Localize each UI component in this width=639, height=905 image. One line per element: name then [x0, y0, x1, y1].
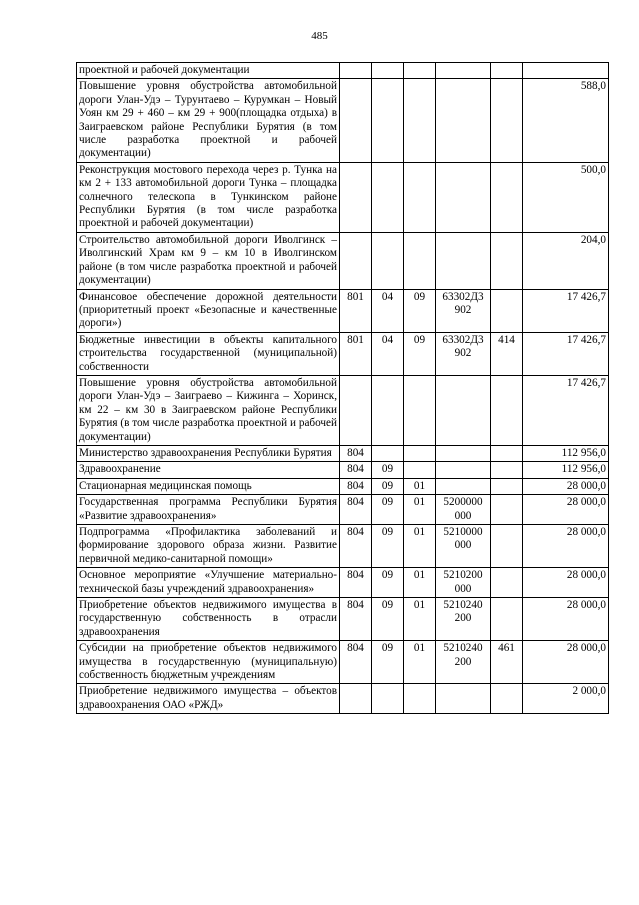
- subsection-code-cell: 09: [404, 289, 436, 332]
- section-code-cell: 09: [372, 641, 404, 684]
- table-row: [77, 232, 609, 289]
- target-article-cell: [436, 684, 491, 714]
- section-code-cell: [372, 445, 404, 461]
- target-article-cell: 5210240 200: [436, 641, 491, 684]
- row-name-cell: Строительство автомобильной дороги Иволгинск – Иволгинский Храм км 9 – км 10 в Иволгинском районе (в том числе разработка проектной и рабочей документации): [77, 232, 340, 289]
- section-code-cell: 09: [372, 598, 404, 641]
- section-code-cell: 09: [372, 495, 404, 525]
- admin-code-cell: 804: [340, 641, 372, 684]
- expense-type-cell: [491, 495, 523, 525]
- admin-code-cell: [340, 79, 372, 162]
- admin-code-cell: [340, 375, 372, 445]
- section-code-cell: 09: [372, 462, 404, 478]
- amount-cell: 17 426,7: [523, 332, 609, 375]
- amount-cell: 28 000,0: [523, 598, 609, 641]
- admin-code-cell: [340, 63, 372, 79]
- expense-type-cell: [491, 462, 523, 478]
- target-article-cell: [436, 162, 491, 232]
- subsection-code-cell: 01: [404, 568, 436, 598]
- expense-type-cell: [491, 478, 523, 494]
- section-code-cell: [372, 63, 404, 79]
- target-article-cell: 63302Д3 902: [436, 332, 491, 375]
- expense-type-cell: [491, 79, 523, 162]
- subsection-code-cell: [404, 162, 436, 232]
- table-row: [77, 462, 609, 478]
- table-row: [77, 289, 609, 332]
- amount-cell: 28 000,0: [523, 641, 609, 684]
- section-code-cell: 04: [372, 289, 404, 332]
- row-name-cell: Стационарная медицинская помощь: [77, 478, 340, 494]
- page-number: 485: [311, 30, 328, 42]
- admin-code-cell: [340, 162, 372, 232]
- amount-cell: 588,0: [523, 79, 609, 162]
- target-article-cell: [436, 232, 491, 289]
- table-row: [77, 375, 609, 445]
- table-row: [77, 495, 609, 525]
- admin-code-cell: 804: [340, 462, 372, 478]
- admin-code-cell: [340, 232, 372, 289]
- target-article-cell: [436, 63, 491, 79]
- section-code-cell: [372, 375, 404, 445]
- subsection-code-cell: [404, 375, 436, 445]
- table-row: [77, 525, 609, 568]
- subsection-code-cell: [404, 63, 436, 79]
- subsection-code-cell: 09: [404, 332, 436, 375]
- row-name-cell: Государственная программа Республики Бурятия «Развитие здравоохранения»: [77, 495, 340, 525]
- amount-cell: [523, 63, 609, 79]
- admin-code-cell: [340, 684, 372, 714]
- subsection-code-cell: 01: [404, 641, 436, 684]
- expense-type-cell: 414: [491, 332, 523, 375]
- expense-type-cell: [491, 162, 523, 232]
- amount-cell: 28 000,0: [523, 478, 609, 494]
- target-article-cell: 5210200 000: [436, 568, 491, 598]
- amount-cell: 112 956,0: [523, 445, 609, 461]
- table-row: [77, 79, 609, 162]
- amount-cell: 28 000,0: [523, 495, 609, 525]
- target-article-cell: 63302Д3 902: [436, 289, 491, 332]
- amount-cell: 112 956,0: [523, 462, 609, 478]
- section-code-cell: 09: [372, 525, 404, 568]
- target-article-cell: [436, 462, 491, 478]
- table-row: [77, 478, 609, 494]
- subsection-code-cell: [404, 232, 436, 289]
- amount-cell: 17 426,7: [523, 375, 609, 445]
- admin-code-cell: 804: [340, 495, 372, 525]
- row-name-cell: проектной и рабочей документации: [77, 63, 340, 79]
- expense-type-cell: [491, 375, 523, 445]
- section-code-cell: [372, 162, 404, 232]
- row-name-cell: Реконструкция мостового перехода через р. Тунка на км 2 + 133 автомобильной дороги Тунка – площадка солнечного телескопа в Тункинском районе Республики Бурятия (в том числе разработка проектной и рабочей документации): [77, 162, 340, 232]
- section-code-cell: 09: [372, 478, 404, 494]
- amount-cell: 28 000,0: [523, 568, 609, 598]
- admin-code-cell: 804: [340, 445, 372, 461]
- table-row: [77, 445, 609, 461]
- subsection-code-cell: [404, 684, 436, 714]
- expense-type-cell: [491, 525, 523, 568]
- target-article-cell: [436, 79, 491, 162]
- section-code-cell: 09: [372, 568, 404, 598]
- amount-cell: 500,0: [523, 162, 609, 232]
- admin-code-cell: 804: [340, 525, 372, 568]
- table-row: [77, 568, 609, 598]
- row-name-cell: Приобретение недвижимого имущества – объектов здравоохранения ОАО «РЖД»: [77, 684, 340, 714]
- target-article-cell: 5200000 000: [436, 495, 491, 525]
- expense-type-cell: [491, 289, 523, 332]
- subsection-code-cell: [404, 462, 436, 478]
- admin-code-cell: 804: [340, 598, 372, 641]
- amount-cell: 28 000,0: [523, 525, 609, 568]
- expense-type-cell: [491, 445, 523, 461]
- expense-type-cell: [491, 598, 523, 641]
- amount-cell: 2 000,0: [523, 684, 609, 714]
- expense-type-cell: [491, 568, 523, 598]
- subsection-code-cell: 01: [404, 525, 436, 568]
- subsection-code-cell: [404, 445, 436, 461]
- row-name-cell: Бюджетные инвестиции в объекты капитального строительства государственной (муниципальной) собственности: [77, 332, 340, 375]
- subsection-code-cell: 01: [404, 495, 436, 525]
- admin-code-cell: 801: [340, 332, 372, 375]
- row-name-cell: Подпрограмма «Профилактика заболеваний и формирование здорового образа жизни. Развитие первичной медико-санитарной помощи»: [77, 525, 340, 568]
- target-article-cell: 5210000 000: [436, 525, 491, 568]
- section-code-cell: [372, 232, 404, 289]
- table-row: [77, 162, 609, 232]
- target-article-cell: 5210240 200: [436, 598, 491, 641]
- expense-type-cell: [491, 63, 523, 79]
- row-name-cell: Приобретение объектов недвижимого имущества в государственную собственность в отрасли здравоохранения: [77, 598, 340, 641]
- section-code-cell: [372, 79, 404, 162]
- row-name-cell: Субсидии на приобретение объектов недвижимого имущества в государственную (муниципальную) собственность бюджетным учреждениям: [77, 641, 340, 684]
- table-row: [77, 684, 609, 714]
- expense-type-cell: [491, 684, 523, 714]
- section-code-cell: [372, 684, 404, 714]
- subsection-code-cell: 01: [404, 478, 436, 494]
- admin-code-cell: 804: [340, 568, 372, 598]
- admin-code-cell: 801: [340, 289, 372, 332]
- target-article-cell: [436, 375, 491, 445]
- expense-type-cell: [491, 232, 523, 289]
- table-row: [77, 332, 609, 375]
- table-row: [77, 598, 609, 641]
- row-name-cell: Повышение уровня обустройства автомобильной дороги Улан-Удэ – Турунтаево – Курумкан – Новый Уоян км 29 + 460 – км 29 + 900(площадка отдыха) в Заиграевском районе Республики Бурятия (в том числе разработка проектной и рабочей документации): [77, 79, 340, 162]
- budget-table: [76, 62, 609, 714]
- row-name-cell: Финансовое обеспечение дорожной деятельности (приоритетный проект «Безопасные и качественные дороги»): [77, 289, 340, 332]
- row-name-cell: Повышение уровня обустройства автомобильной дороги Улан-Удэ – Заиграево – Кижинга – Хоринск, км 22 – км 30 в Заиграевском районе Республики Бурятия (в том числе разработка проектной и рабочей документации): [77, 375, 340, 445]
- target-article-cell: [436, 478, 491, 494]
- admin-code-cell: 804: [340, 478, 372, 494]
- amount-cell: 204,0: [523, 232, 609, 289]
- row-name-cell: Министерство здравоохранения Республики Бурятия: [77, 445, 340, 461]
- amount-cell: 17 426,7: [523, 289, 609, 332]
- section-code-cell: 04: [372, 332, 404, 375]
- budget-table-body: [77, 63, 609, 714]
- table-row: [77, 63, 609, 79]
- target-article-cell: [436, 445, 491, 461]
- subsection-code-cell: 01: [404, 598, 436, 641]
- row-name-cell: Основное мероприятие «Улучшение материально-технической базы учреждений здравоохранения»: [77, 568, 340, 598]
- expense-type-cell: 461: [491, 641, 523, 684]
- table-row: [77, 641, 609, 684]
- row-name-cell: Здравоохранение: [77, 462, 340, 478]
- subsection-code-cell: [404, 79, 436, 162]
